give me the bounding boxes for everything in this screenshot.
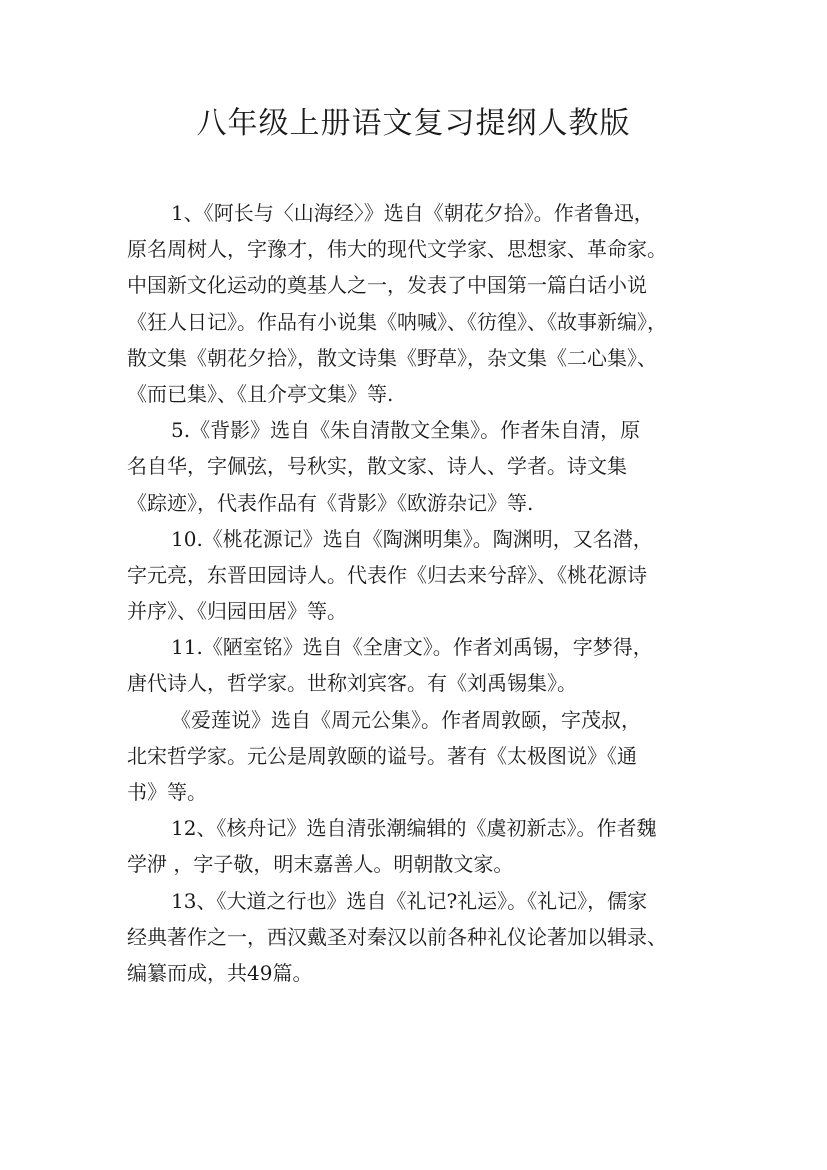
- text-line: 书》等。: [127, 780, 207, 804]
- text-line: 13、《大道之行也》选自《礼记?礼运》。《礼记》，儒家: [171, 888, 648, 913]
- text-line: 经典著作之一，西汉戴圣对秦汉以前各种礼仪论著加以辑录、: [127, 924, 667, 949]
- text-line: 《狂人日记》。作品有小说集《呐喊》、《彷徨》、《故事新编》，: [127, 309, 667, 334]
- text-line: 1、《阿长与〈山海经〉》选自《朝花夕拾》。作者鲁迅，: [171, 201, 654, 225]
- text-line: 5.《背影》选自《朱自清散文全集》。作者朱自清，原: [171, 418, 641, 443]
- text-line: 《而已集》、《且介亭文集》等.: [127, 381, 394, 406]
- text-line: 北宋哲学家。元公是周敦颐的谥号。著有《太极图说》《通: [127, 743, 637, 768]
- text-line: 《爱莲说》选自《周元公集》。作者周敦颐，字茂叔，: [171, 707, 641, 732]
- text-line: 10.《桃花源记》选自《陶渊明集》。陶渊明，又名潜，: [171, 526, 653, 551]
- text-line: 字元亮，东晋田园诗人。代表作《归去来兮辞》、《桃花源诗: [127, 562, 647, 587]
- page-title: 八年级上册语文复习提纲人教版: [196, 106, 631, 141]
- text-line: 名自华，字佩弦，号秋实，散文家、诗人、学者。诗文集: [127, 454, 627, 479]
- text-line: 散文集《朝花夕拾》，散文诗集《野草》，杂文集《二心集》、: [127, 345, 657, 370]
- text-line: 原名周树人，字豫才，伟大的现代文学家、思想家、革命家。: [127, 237, 667, 262]
- text-line: 并序》、《归园田居》等。: [127, 599, 347, 624]
- text-line: 唐代诗人，哲学家。世称刘宾客。有《刘禹锡集》。: [127, 671, 577, 696]
- text-line: 11.《陋室铭》选自《全唐文》。作者刘禹锡，字梦得，: [171, 635, 653, 660]
- text-line: 中国新文化运动的奠基人之一，发表了中国第一篇白话小说: [127, 273, 647, 298]
- text-line: 《踪迹》，代表作品有《背影》《欧游杂记》等.: [127, 490, 534, 515]
- text-line: 学洢 ，字子敬，明末嘉善人。明朝散文家。: [127, 852, 514, 877]
- text-line: 编纂而成，共49篇。: [127, 960, 313, 985]
- document-body: [127, 195, 727, 991]
- text-line: 12、《核舟记》选自清张潮编辑的《虞初新志》。作者魏: [171, 816, 657, 841]
